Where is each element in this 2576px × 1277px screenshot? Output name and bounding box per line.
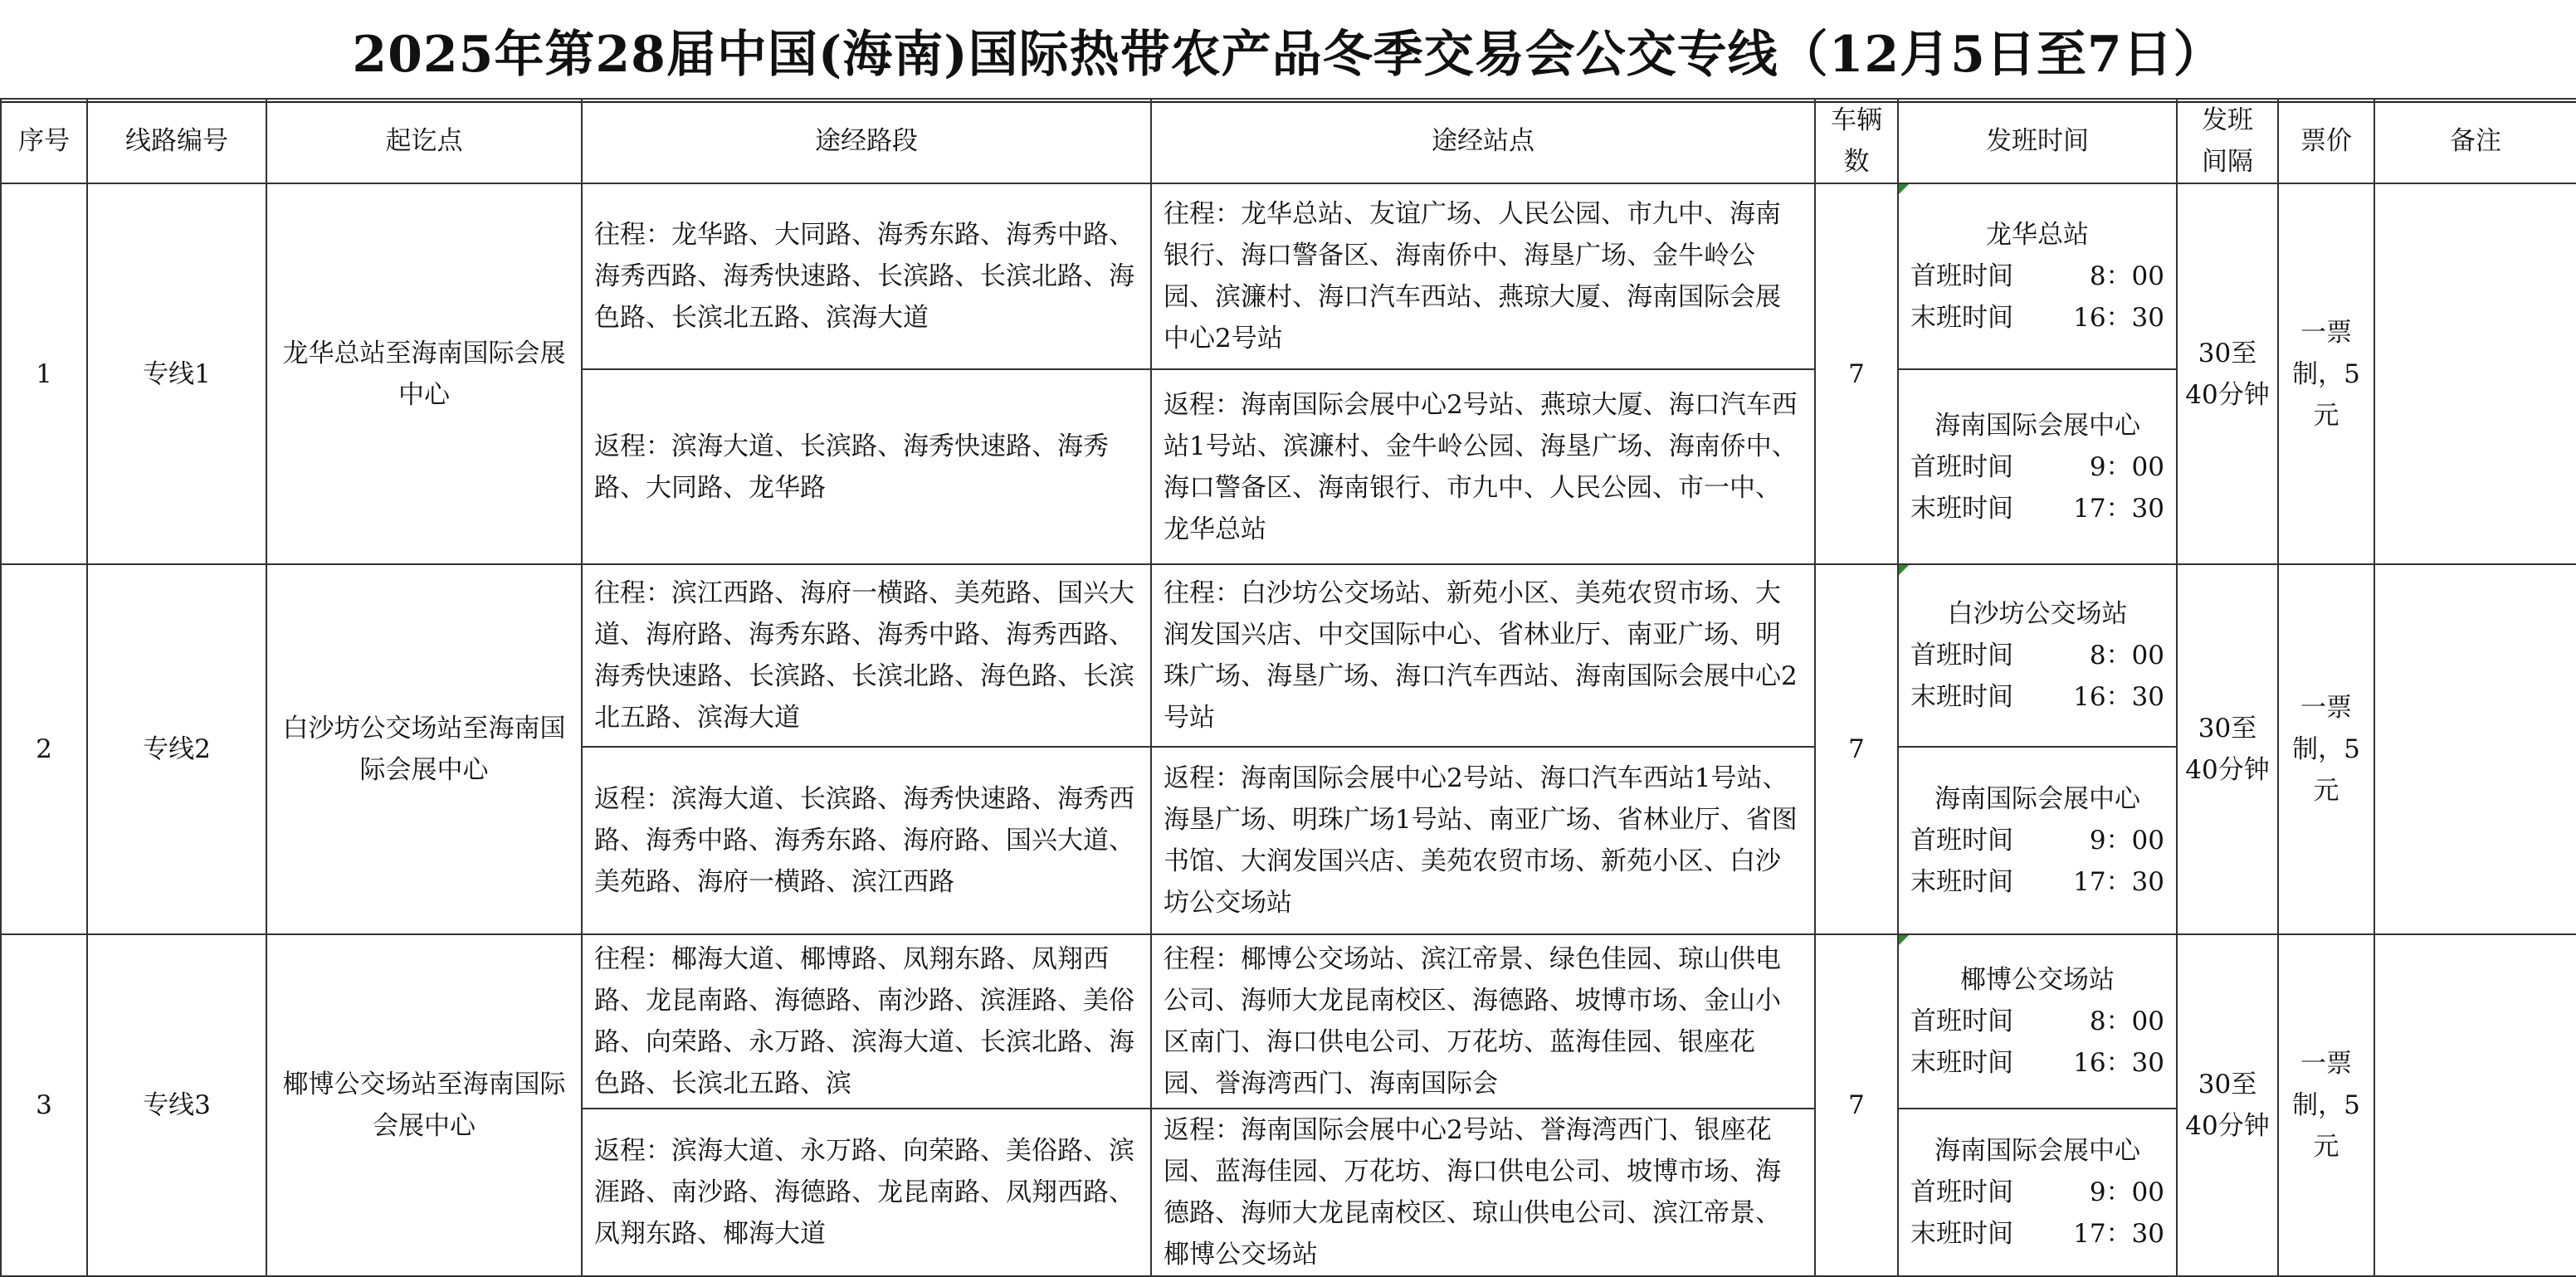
first-bus-label: 首班时间 — [1910, 1177, 2013, 1207]
stops-return-cell — [1151, 747, 1815, 934]
stops-return-text: 返程：海南国际会展中心2号站、海口汽车西站1号站、海垦广场、明珠广场1号站、南亚广场、省林业厅、省图书馆、大润发国兴店、美苑农贸市场、新苑小区、白沙坊公交场站 — [1164, 763, 1798, 918]
stops-outbound-text: 往程：椰博公交场站、滨江帝景、绿色佳园、琼山供电公司、海师大龙昆南校区、海德路、坡博市场、金山小区南门、海口供电公司、万花坊、蓝海佳园、银座花园、誉海湾西门、海南国际会 — [1164, 944, 1781, 1099]
header-seq: 序号 — [1, 99, 87, 183]
last-bus-time: 17：30 — [2073, 493, 2164, 524]
endpoints-cell: 白沙坊公交场站至海南国际会展中心 — [266, 564, 582, 934]
roads-return-cell — [582, 747, 1151, 934]
departure-return-cell — [1898, 369, 2177, 564]
interval-cell: 30至40分钟 — [2177, 934, 2278, 1276]
seq-cell: 2 — [1, 564, 87, 934]
last-bus-label: 末班时间 — [1910, 1219, 2013, 1249]
seq-cell: 1 — [1, 183, 87, 564]
header-vehicles: 车辆数 — [1815, 99, 1898, 183]
departure-outbound-cell — [1898, 564, 2177, 747]
departure-station: 海南国际会展中心 — [1934, 410, 2140, 441]
last-bus-time: 16：30 — [2073, 1048, 2164, 1078]
departure-outbound-cell — [1898, 934, 2177, 1109]
roads-return-text: 返程：滨海大道、长滨路、海秀快速路、海秀路、大同路、龙华路 — [594, 431, 1109, 503]
roads-outbound-text: 往程：滨江西路、海府一横路、美苑路、国兴大道、海府路、海秀东路、海秀中路、海秀西路、海秀快速路、长滨路、长滨北路、海色路、长滨北五路、滨海大道 — [594, 578, 1134, 733]
departure-station: 白沙坊公交场站 — [1947, 599, 2128, 629]
stops-outbound-cell — [1151, 183, 1815, 369]
comment-marker-icon — [1899, 184, 1909, 194]
header-endpoints: 起讫点 — [266, 99, 582, 183]
roads-outbound-cell — [582, 564, 1151, 747]
first-bus-time: 8：00 — [2089, 1006, 2164, 1036]
roads-return-text: 返程：滨海大道、永万路、向荣路、美俗路、滨涯路、南沙路、海德路、龙昆南路、凤翔西路、凤翔东路、椰海大道 — [594, 1136, 1134, 1249]
comment-marker-icon — [1899, 935, 1909, 945]
stops-outbound-cell — [1151, 564, 1815, 747]
header-departure: 发班时间 — [1898, 99, 2177, 183]
departure-station: 海南国际会展中心 — [1934, 1136, 2140, 1166]
table-row — [1, 934, 2576, 1109]
remarks-cell — [2374, 934, 2576, 1276]
endpoints-cell: 龙华总站至海南国际会展中心 — [266, 183, 582, 564]
first-bus-time: 9：00 — [2089, 451, 2164, 482]
last-bus-time: 17：30 — [2073, 867, 2164, 897]
vehicles-cell: 7 — [1815, 934, 1898, 1276]
departure-station: 海南国际会展中心 — [1934, 784, 2140, 814]
departure-return-cell — [1898, 1109, 2177, 1276]
stops-return-cell — [1151, 369, 1815, 564]
departure-station: 椰博公交场站 — [1960, 965, 2115, 995]
interval-cell: 30至40分钟 — [2177, 564, 2278, 934]
last-bus-label: 末班时间 — [1910, 303, 2013, 333]
remarks-cell — [2374, 183, 2576, 564]
header-fare: 票价 — [2278, 99, 2374, 183]
first-bus-label: 首班时间 — [1910, 1006, 2013, 1036]
last-bus-time: 17：30 — [2073, 1219, 2164, 1249]
departure-return-cell — [1898, 747, 2177, 934]
roads-return-text: 返程：滨海大道、长滨路、海秀快速路、海秀西路、海秀中路、海秀东路、海府路、国兴大道、美苑路、海府一横路、滨江西路 — [594, 784, 1134, 897]
bus-route-table — [0, 98, 2576, 1277]
table-row — [1, 183, 2576, 369]
last-bus-time: 16：30 — [2073, 303, 2164, 333]
roads-outbound-text: 往程：龙华路、大同路、海秀东路、海秀中路、海秀西路、海秀快速路、长滨路、长滨北路、海色路、长滨北五路、滨海大道 — [594, 220, 1134, 333]
line-no-cell: 专线1 — [87, 183, 266, 564]
stops-return-text: 返程：海南国际会展中心2号站、誉海湾西门、银座花园、蓝海佳园、万花坊、海口供电公司、坡博市场、海德路、海师大龙昆南校区、琼山供电公司、滨江帝景、椰博公交场站 — [1164, 1115, 1781, 1270]
line-no-cell: 专线3 — [87, 934, 266, 1276]
roads-outbound-cell — [582, 934, 1151, 1109]
line-no-cell: 专线2 — [87, 564, 266, 934]
header-roads: 途经路段 — [582, 99, 1151, 183]
departure-station: 龙华总站 — [1986, 220, 2089, 250]
first-bus-label: 首班时间 — [1910, 826, 2013, 855]
stops-return-text: 返程：海南国际会展中心2号站、燕琼大厦、海口汽车西站1号站、滨濂村、金牛岭公园、海垦广场、海南侨中、海口警备区、海南银行、市九中、人民公园、市一中、龙华总站 — [1164, 389, 1798, 544]
first-bus-time: 9：00 — [2089, 1177, 2164, 1207]
fare-cell: 一票制，5元 — [2278, 564, 2374, 934]
header-stops: 途经站点 — [1151, 99, 1815, 183]
departure-outbound-cell — [1898, 183, 2177, 369]
first-bus-label: 首班时间 — [1910, 641, 2013, 670]
page-title: 2025年第28届中国(海南)国际热带农产品冬季交易会公交专线（12月5日至7日） — [0, 0, 2576, 103]
table-row — [1, 564, 2576, 747]
first-bus-time: 8：00 — [2089, 261, 2164, 291]
last-bus-time: 16：30 — [2073, 682, 2164, 712]
interval-cell: 30至40分钟 — [2177, 183, 2278, 564]
vehicles-cell: 7 — [1815, 564, 1898, 934]
remarks-cell — [2374, 564, 2576, 934]
comment-marker-icon — [1899, 565, 1909, 575]
roads-return-cell — [582, 1109, 1151, 1276]
first-bus-label: 首班时间 — [1910, 451, 2013, 482]
roads-outbound-cell — [582, 183, 1151, 369]
last-bus-label: 末班时间 — [1910, 1048, 2013, 1078]
header-remarks: 备注 — [2374, 99, 2576, 183]
endpoints-cell: 椰博公交场站至海南国际会展中心 — [266, 934, 582, 1276]
first-bus-time: 8：00 — [2089, 641, 2164, 670]
first-bus-time: 9：00 — [2089, 826, 2164, 855]
header-row — [1, 99, 2576, 183]
fare-cell: 一票制，5元 — [2278, 934, 2374, 1276]
roads-outbound-text: 往程：椰海大道、椰博路、凤翔东路、凤翔西路、龙昆南路、海德路、南沙路、滨涯路、美俗路、向荣路、永万路、滨海大道、长滨北路、海色路、长滨北五路、滨 — [594, 944, 1134, 1099]
stops-outbound-text: 往程：龙华总站、友谊广场、人民公园、市九中、海南银行、海口警备区、海南侨中、海垦广场、金牛岭公园、滨濂村、海口汽车西站、燕琼大厦、海南国际会展中心2号站 — [1164, 199, 1781, 353]
roads-return-cell — [582, 369, 1151, 564]
fare-cell: 一票制，5元 — [2278, 183, 2374, 564]
stops-return-cell — [1151, 1109, 1815, 1276]
last-bus-label: 末班时间 — [1910, 493, 2013, 524]
stops-outbound-cell — [1151, 934, 1815, 1109]
last-bus-label: 末班时间 — [1910, 867, 2013, 897]
stops-outbound-text: 往程：白沙坊公交场站、新苑小区、美苑农贸市场、大润发国兴店、中交国际中心、省林业厅、南亚广场、明珠广场、海垦广场、海口汽车西站、海南国际会展中心2号站 — [1164, 578, 1798, 733]
last-bus-label: 末班时间 — [1910, 682, 2013, 712]
header-interval: 发班间隔 — [2177, 99, 2278, 183]
seq-cell: 3 — [1, 934, 87, 1276]
header-line-no: 线路编号 — [87, 99, 266, 183]
first-bus-label: 首班时间 — [1910, 261, 2013, 291]
vehicles-cell: 7 — [1815, 183, 1898, 564]
